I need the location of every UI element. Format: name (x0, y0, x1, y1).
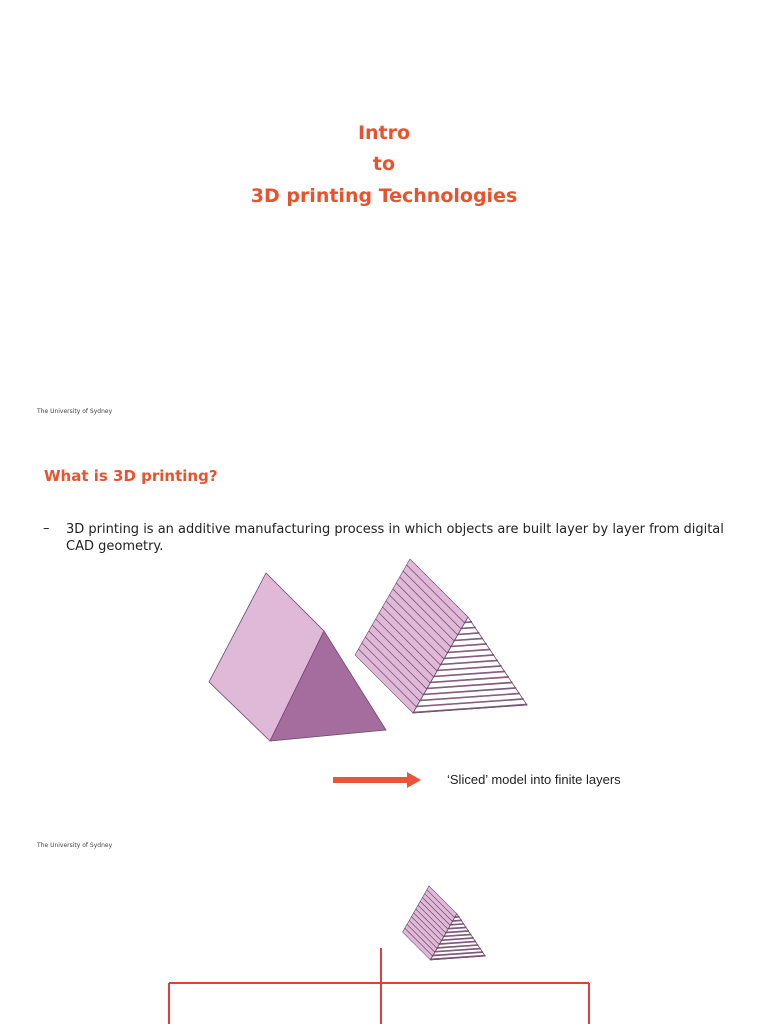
bullet-marker: – (43, 521, 50, 536)
slice-end-face (444, 655, 494, 660)
footer-university: The University of Sydney (37, 842, 113, 849)
slice-end-face (434, 671, 505, 677)
title-line-subject: 3D printing Technologies (250, 185, 518, 207)
caption-sliced-model: ‘Sliced’ model into finite layers (447, 772, 621, 787)
bullet-text: 3D printing is an additive manufacturing process in which objects are built layer by layer from digital CAD geometry. (66, 522, 724, 554)
slice-end-face (461, 627, 475, 629)
slice-end-face (441, 660, 498, 665)
sliced-prism-illustration (0, 434, 768, 868)
slice-end-face (427, 682, 513, 689)
slice-end-face (430, 677, 508, 684)
title-line-intro: Intro (357, 122, 411, 144)
title-slide (0, 0, 768, 434)
slice-end-face (437, 666, 501, 672)
tree-connector (0, 868, 768, 1024)
slice-end-face (454, 638, 483, 641)
slide-heading: What is 3D printing? (44, 467, 218, 485)
slice-end-face (423, 688, 516, 696)
what-is-3d-printing-slide (0, 434, 768, 868)
footer-university: The University of Sydney (37, 408, 113, 415)
title-line-to: to (372, 153, 396, 175)
slice-end-face (447, 649, 490, 653)
slice-end-face (458, 633, 479, 636)
slice-end-face (451, 644, 487, 648)
right-arrow-icon (333, 772, 425, 788)
process-tree-slide (0, 868, 768, 1024)
